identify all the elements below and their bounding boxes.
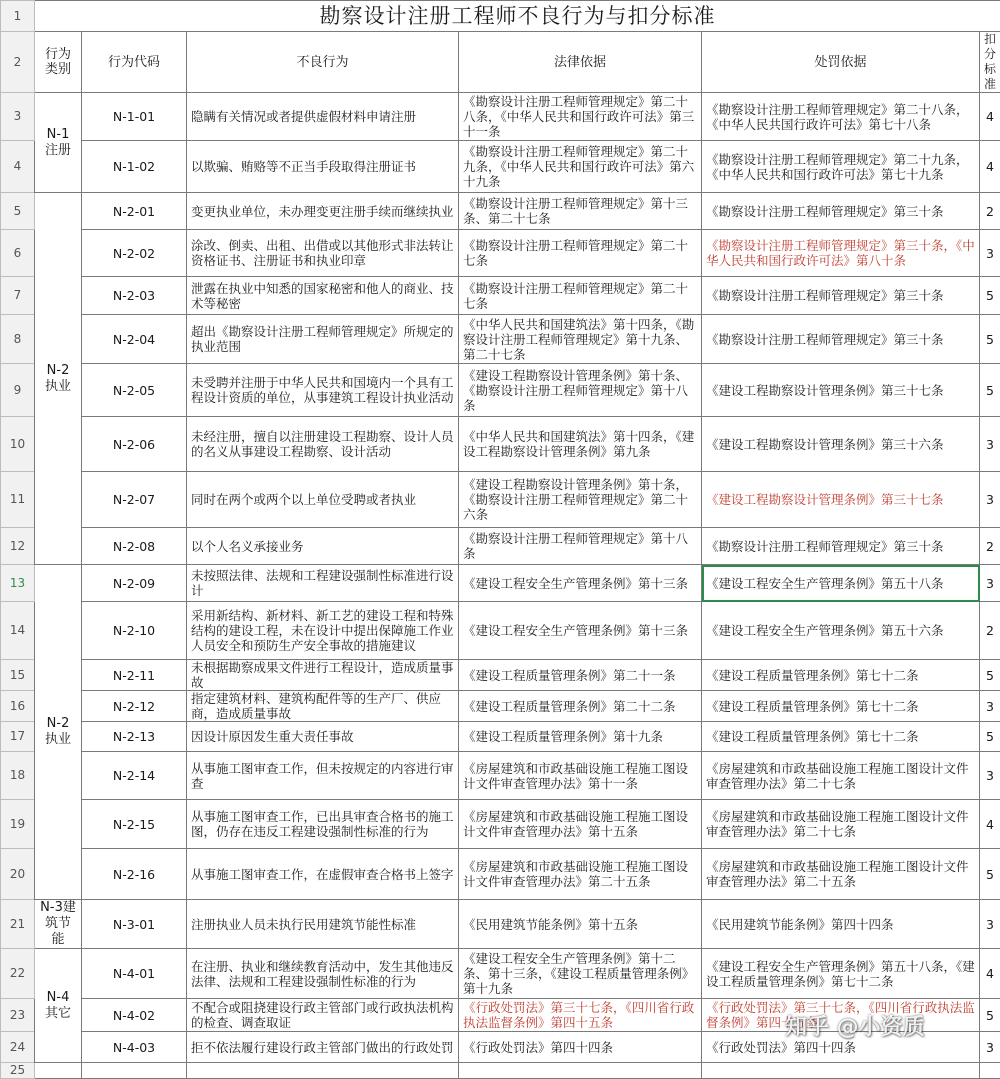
score-cell[interactable]: 5 [980,277,1000,315]
legal-basis-cell[interactable]: 《勘察设计注册工程师管理规定》第二十七条 [459,230,702,277]
row-number[interactable]: 14 [1,602,35,660]
code-cell[interactable]: N-2-08 [82,528,187,565]
behavior-cell[interactable]: 在注册、执业和继续教育活动中，发生其他违反法律、法规和工程建设强制性标准的行为 [187,949,459,999]
row-number[interactable]: 11 [1,472,35,528]
watermark: 知乎 @小资质 [785,1010,925,1041]
penalty-basis-cell[interactable]: 《民用建筑节能条例》第四十四条 [702,900,980,949]
legal-basis-cell[interactable]: 《建设工程安全生产管理条例》第十三条 [459,565,702,602]
table-row [1,602,1000,660]
table-row [1,364,1000,417]
behavior-cell[interactable]: 不配合或阻挠建设行政主管部门或行政执法机构的检查、调查取证 [187,999,459,1032]
header-behavior[interactable]: 不良行为 [187,32,459,93]
row-number[interactable]: 23 [1,999,35,1032]
penalty-basis-cell[interactable]: 《房屋建筑和市政基础设施工程施工图设计文件审查管理办法》第二十七条 [702,752,980,800]
code-cell[interactable]: N-2-16 [82,849,187,900]
behavior-cell[interactable]: 未按照法律、法规和工程建设强制性标准进行设计 [187,565,459,602]
behavior-cell[interactable]: 隐瞒有关情况或者提供虚假材料申请注册 [187,93,459,141]
code-cell[interactable]: N-2-02 [82,230,187,277]
legal-basis-cell[interactable]: 《行政处罚法》第四十四条 [459,1032,702,1063]
score-cell[interactable]: 5 [980,999,1000,1032]
code-cell[interactable]: N-4-01 [82,949,187,999]
score-cell[interactable]: 2 [980,528,1000,565]
behavior-cell[interactable]: 泄露在执业中知悉的国家秘密和他人的商业、技术等秘密 [187,277,459,315]
legal-basis-cell[interactable]: 《建设工程质量管理条例》第十九条 [459,722,702,752]
behavior-cell[interactable]: 指定建筑材料、建筑构配件等的生产厂、供应商，造成质量事故 [187,691,459,722]
table-row [1,141,1000,193]
row-number[interactable]: 24 [1,1032,35,1063]
score-cell[interactable]: 5 [980,364,1000,417]
category-cell[interactable]: N-1 注册 [35,93,82,193]
header-code[interactable]: 行为代码 [82,32,187,93]
penalty-basis-cell[interactable]: 《勘察设计注册工程师管理规定》第三十条 [702,277,980,315]
score-cell[interactable]: 4 [980,93,1000,141]
score-cell[interactable]: 4 [980,800,1000,849]
behavior-cell[interactable]: 以个人名义承接业务 [187,528,459,565]
row-number[interactable]: 10 [1,417,35,472]
table-row [1,93,1000,141]
row-number[interactable]: 17 [1,722,35,752]
legal-basis-cell[interactable]: 《建设工程安全生产管理条例》第十二条、第十三条，《建设工程质量管理条例》第十九条 [459,949,702,999]
table-row [1,691,1000,722]
behavior-cell[interactable]: 从事施工图审查工作，在虚假审查合格书上签字 [187,849,459,900]
table-row [1,900,1000,949]
header-category[interactable]: 行为类别 [35,32,82,93]
legal-basis-cell[interactable]: 《房屋建筑和市政基础设施工程施工图设计文件审查管理办法》第二十五条 [459,849,702,900]
row-number[interactable]: 8 [1,315,35,364]
code-cell[interactable]: N-2-04 [82,315,187,364]
behavior-cell[interactable]: 未根据勘察成果文件进行工程设计，造成质量事故 [187,660,459,691]
behavior-cell[interactable]: 从事施工图审查工作，但未按规定的内容进行审查 [187,752,459,800]
category-cell[interactable]: N-2 执业 [35,565,82,900]
penalty-basis-cell[interactable]: 《房屋建筑和市政基础设施工程施工图设计文件审查管理办法》第二十七条 [702,800,980,849]
header-legal-basis[interactable]: 法律依据 [459,32,702,93]
behavior-cell[interactable]: 采用新结构、新材料、新工艺的建设工程和特殊结构的建设工程，未在设计中提出保障施工作业人员安全和预防生产安全事故的措施建议 [187,602,459,660]
table-row [1,722,1000,752]
penalty-basis-cell[interactable]: 《勘察设计注册工程师管理规定》第三十条，《中华人民共和国行政许可法》第八十条 [702,230,980,277]
code-cell[interactable]: N-2-15 [82,800,187,849]
legal-basis-cell[interactable]: 《勘察设计注册工程师管理规定》第十八条 [459,528,702,565]
legal-basis-cell[interactable]: 《建设工程质量管理条例》第二十二条 [459,691,702,722]
sheet-title[interactable]: 勘察设计注册工程师不良行为与扣分标准 [35,1,1000,32]
table-row [1,660,1000,691]
score-cell[interactable]: 3 [980,691,1000,722]
row-number[interactable]: 22 [1,949,35,999]
legal-basis-cell[interactable]: 《建设工程质量管理条例》第二十一条 [459,660,702,691]
row-number[interactable]: 25 [1,1063,35,1079]
row-number[interactable]: 16 [1,691,35,722]
row-number[interactable]: 4 [1,141,35,193]
behavior-cell[interactable]: 注册执业人员未执行民用建筑节能性标准 [187,900,459,949]
category-cell[interactable]: N-4 其它 [35,949,82,1063]
code-cell[interactable]: N-2-11 [82,660,187,691]
legal-basis-cell[interactable]: 《民用建筑节能条例》第十五条 [459,900,702,949]
legal-basis-cell[interactable]: 《中华人民共和国建筑法》第十四条，《勘察设计注册工程师管理规定》第十九条、第二十七条 [459,315,702,364]
row-number[interactable]: 20 [1,849,35,900]
score-cell[interactable]: 4 [980,949,1000,999]
code-cell[interactable]: N-2-14 [82,752,187,800]
behavior-cell[interactable]: 涂改、倒卖、出租、出借或以其他形式非法转让资格证书、注册证书和执业印章 [187,230,459,277]
row-number[interactable]: 6 [1,230,35,277]
title-row [1,1,1000,32]
penalty-basis-cell[interactable]: 《勘察设计注册工程师管理规定》第三十条 [702,315,980,364]
score-cell[interactable]: 3 [980,565,1000,602]
code-cell[interactable]: N-2-12 [82,691,187,722]
penalty-basis-cell[interactable]: 《建设工程质量管理条例》第七十二条 [702,722,980,752]
legal-basis-cell[interactable]: 《勘察设计注册工程师管理规定》第二十七条 [459,277,702,315]
category-cell[interactable]: N-3建 筑节 能 [35,900,82,949]
score-cell[interactable]: 3 [980,1032,1000,1063]
code-cell[interactable]: N-2-01 [82,193,187,230]
table-row [1,472,1000,528]
score-cell[interactable]: 3 [980,900,1000,949]
score-cell[interactable]: 2 [980,602,1000,660]
behavior-cell[interactable]: 因设计原因发生重大责任事故 [187,722,459,752]
table-row [1,315,1000,364]
behavior-cell[interactable]: 未受聘并注册于中华人民共和国境内一个具有工程设计资质的单位，从事建筑工程设计执业活动 [187,364,459,417]
code-cell[interactable]: N-4-02 [82,999,187,1032]
table-row [1,528,1000,565]
legal-basis-cell[interactable]: 《建设工程勘察设计管理条例》第十条，《勘察设计注册工程师管理规定》第二十六条 [459,472,702,528]
behavior-cell[interactable]: 从事施工图审查工作，已出具审查合格书的施工图，仍存在违反工程建设强制性标准的行为 [187,800,459,849]
penalty-basis-cell[interactable]: 《建设工程安全生产管理条例》第五十八条，《建设工程质量管理条例》第七十二条 [702,949,980,999]
score-cell[interactable]: 5 [980,849,1000,900]
header-score[interactable]: 扣分标准 [980,32,1000,93]
legal-basis-cell[interactable]: 《勘察设计注册工程师管理规定》第十三条、第二十七条 [459,193,702,230]
row-number[interactable]: 7 [1,277,35,315]
row-number[interactable]: 1 [1,1,35,32]
row-number[interactable]: 18 [1,752,35,800]
penalty-basis-cell[interactable]: 《勘察设计注册工程师管理规定》第二十八条，《中华人民共国行政许可法》第七十八条 [702,93,980,141]
legal-basis-cell[interactable]: 《建设工程勘察设计管理条例》第十条、《勘察设计注册工程师管理规定》第十八条 [459,364,702,417]
code-cell[interactable]: N-4-03 [82,1032,187,1063]
row-number[interactable]: 21 [1,900,35,949]
table-row [1,230,1000,277]
table-row [1,565,1000,602]
legal-basis-cell[interactable]: 《房屋建筑和市政基础设施工程施工图设计文件审查管理办法》第十一条 [459,752,702,800]
row-number[interactable]: 9 [1,364,35,417]
behavior-cell[interactable]: 超出《勘察设计注册工程师管理规定》所规定的执业范围 [187,315,459,364]
code-cell[interactable]: N-2-07 [82,472,187,528]
row-number[interactable]: 3 [1,93,35,141]
category-cell[interactable]: N-2 执业 [35,193,82,565]
penalty-basis-cell[interactable]: 《勘察设计注册工程师管理规定》第三十条 [702,528,980,565]
penalty-basis-cell[interactable]: 《建设工程勘察设计管理条例》第三十六条 [702,417,980,472]
behavior-cell[interactable]: 未经注册，擅自以注册建设工程勘察、设计人员的名义从事建设工程勘察、设计活动 [187,417,459,472]
score-cell[interactable]: 5 [980,722,1000,752]
behavior-cell[interactable]: 同时在两个或两个以上单位受聘或者执业 [187,472,459,528]
row-number[interactable]: 15 [1,660,35,691]
penalty-basis-cell[interactable]: 《勘察设计注册工程师管理规定》第二十九条，《中华人民共和国行政许可法》第七十九条 [702,141,980,193]
table-row [1,949,1000,999]
table-row [1,800,1000,849]
score-cell[interactable]: 3 [980,472,1000,528]
penalty-basis-cell[interactable]: 《建设工程质量管理条例》第七十二条 [702,660,980,691]
table-row [1,752,1000,800]
legal-basis-cell[interactable]: 《勘察设计注册工程师管理规定》第二十八条，《中华人民共和国行政许可法》第三十一条 [459,93,702,141]
code-cell[interactable]: N-2-10 [82,602,187,660]
row-number[interactable]: 13 [1,565,35,602]
penalty-basis-cell[interactable]: 《建设工程安全生产管理条例》第五十八条 [702,565,980,602]
legal-basis-cell[interactable]: 《行政处罚法》第三十七条，《四川省行政执法监督条例》第四十五条 [459,999,702,1032]
score-cell[interactable]: 5 [980,660,1000,691]
table-row [1,277,1000,315]
score-cell[interactable]: 4 [980,141,1000,193]
row-number[interactable]: 5 [1,193,35,230]
table-row [1,417,1000,472]
score-cell[interactable]: 3 [980,752,1000,800]
legal-basis-cell[interactable]: 《建设工程安全生产管理条例》第十三条 [459,602,702,660]
behavior-cell[interactable]: 变更执业单位，未办理变更注册手续而继续执业 [187,193,459,230]
code-cell[interactable]: N-2-13 [82,722,187,752]
score-cell[interactable]: 2 [980,193,1000,230]
penalty-basis-cell[interactable]: 《房屋建筑和市政基础设施工程施工图设计文件审查管理办法》第二十五条 [702,849,980,900]
row-number[interactable]: 19 [1,800,35,849]
code-cell[interactable]: N-2-06 [82,417,187,472]
penalty-basis-cell[interactable]: 《建设工程勘察设计管理条例》第三十七条 [702,364,980,417]
legal-basis-cell[interactable]: 《房屋建筑和市政基础设施工程施工图设计文件审查管理办法》第十五条 [459,800,702,849]
header-penalty-basis[interactable]: 处罚依据 [702,32,980,93]
score-cell[interactable]: 3 [980,230,1000,277]
penalty-basis-cell[interactable]: 《行政处罚法》第三十七条，《四川省行政执法监督条例》第四十五条 [702,999,980,1032]
penalty-basis-cell[interactable]: 《行政处罚法》第四十四条 [702,1032,980,1063]
table-row [1,849,1000,900]
behavior-cell[interactable]: 拒不依法履行建设行政主管部门做出的行政处罚 [187,1032,459,1063]
row-number[interactable]: 2 [1,32,35,93]
penalty-basis-cell[interactable]: 《建设工程勘察设计管理条例》第三十七条 [702,472,980,528]
score-cell[interactable]: 5 [980,315,1000,364]
code-cell[interactable]: N-2-09 [82,565,187,602]
header-row [1,32,1000,93]
code-cell[interactable]: N-2-03 [82,277,187,315]
code-cell[interactable]: N-1-02 [82,141,187,193]
table-row [1,193,1000,230]
legal-basis-cell[interactable]: 《勘察设计注册工程师管理规定》第二十九条，《中华人民共和国行政许可法》第六十九条 [459,141,702,193]
penalty-basis-cell[interactable]: 《建设工程安全生产管理条例》第五十六条 [702,602,980,660]
code-cell[interactable]: N-1-01 [82,93,187,141]
code-cell[interactable]: N-2-05 [82,364,187,417]
score-cell[interactable]: 3 [980,417,1000,472]
code-cell[interactable]: N-3-01 [82,900,187,949]
legal-basis-cell[interactable]: 《中华人民共和国建筑法》第十四条，《建设工程勘察设计管理条例》第九条 [459,417,702,472]
row-number[interactable]: 12 [1,528,35,565]
penalty-basis-cell[interactable]: 《建设工程质量管理条例》第七十二条 [702,691,980,722]
behavior-cell[interactable]: 以欺骗、贿赂等不正当手段取得注册证书 [187,141,459,193]
penalty-basis-cell[interactable]: 《勘察设计注册工程师管理规定》第三十条 [702,193,980,230]
